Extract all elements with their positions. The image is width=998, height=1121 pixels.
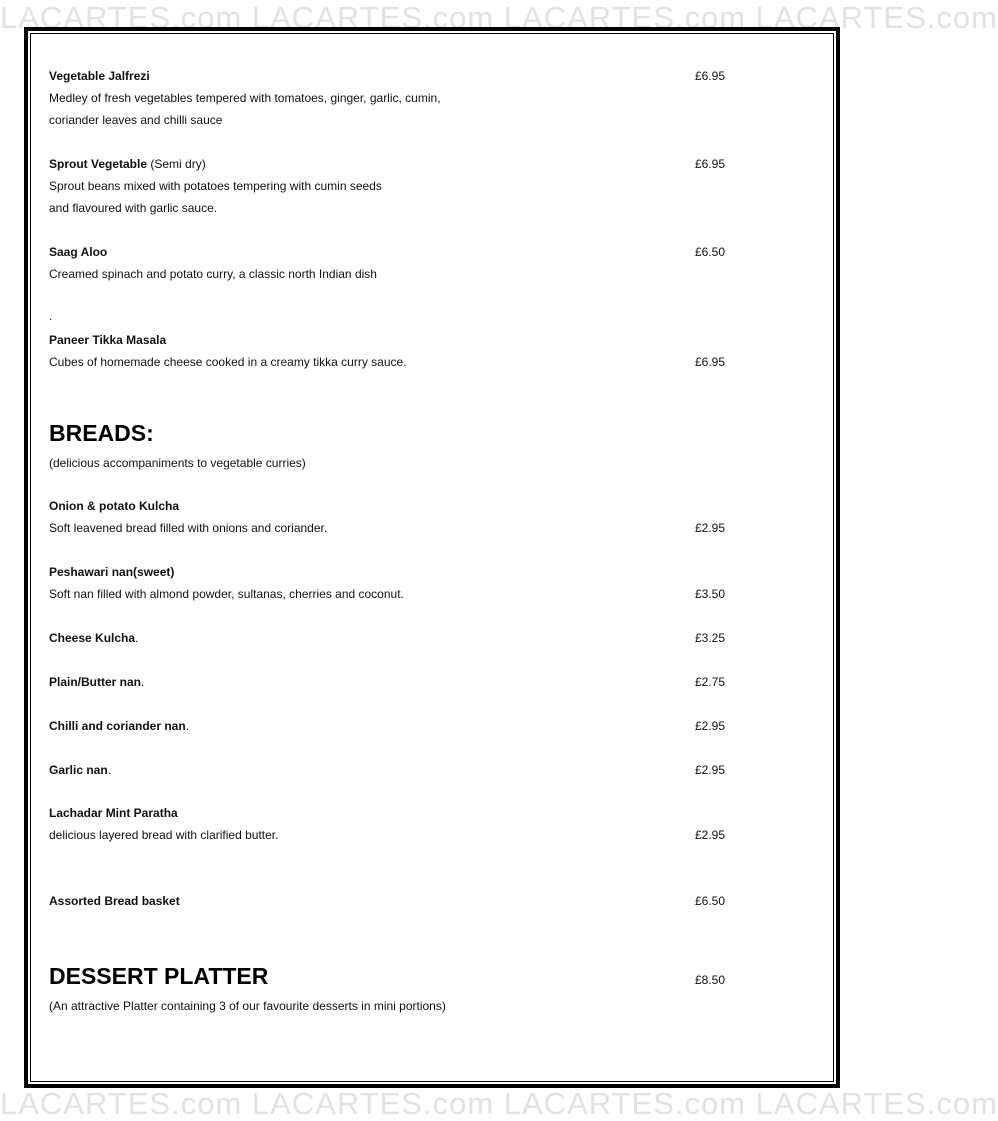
menu-item-description: Soft nan filled with almond powder, sultanas, cherries and coconut. (49, 587, 404, 601)
item-title: Saag Aloo (49, 245, 108, 259)
menu-item-name (49, 156, 206, 172)
menu-item-description: delicious layered bread with clarified butter. (49, 828, 279, 842)
item-title: Chilli and coriander nan (49, 719, 186, 733)
dessert-price: £8.50 (695, 973, 726, 987)
menu-item-description: Medley of fresh vegetables tempered with tomatoes, ginger, garlic, cumin, (49, 91, 441, 105)
menu-item-name: Lachadar Mint Paratha (49, 806, 178, 820)
menu-item-name (49, 674, 144, 690)
menu-item-name: Peshawari nan(sweet) (49, 565, 175, 579)
item-suffix: . (107, 763, 112, 777)
menu-item-name (49, 244, 107, 260)
menu-item-description: Cubes of homemade cheese cooked in a creamy tikka curry sauce. (49, 355, 407, 369)
watermark-top: LACARTES.com LACARTES.com LACARTES.com LACARTES.com (0, 0, 998, 35)
menu-item-name (49, 68, 150, 84)
menu-item-description: and flavoured with garlic sauce. (49, 201, 218, 215)
menu-item-name (49, 762, 111, 778)
item-title: Vegetable Jalfrezi (49, 69, 150, 83)
item-title: Garlic nan (49, 763, 108, 777)
menu-item-description: Sprout beans mixed with potatoes tempering with cumin seeds (49, 179, 382, 193)
menu-item-price: £6.50 (695, 245, 726, 259)
section-subtitle: (delicious accompaniments to vegetable curries) (49, 456, 306, 470)
menu-item-price: £6.95 (695, 355, 726, 369)
menu-item-name: Assorted Bread basket (49, 894, 180, 908)
menu-item-description: Soft leavened bread filled with onions and coriander. (49, 521, 328, 535)
menu-item-price: £6.95 (695, 157, 726, 171)
menu-item-price: £6.50 (695, 894, 726, 908)
menu-item-price: £2.75 (695, 675, 726, 689)
menu-item-price: £2.95 (695, 719, 726, 733)
watermark-bottom: LACARTES.com LACARTES.com LACARTES.com LACARTES.com (0, 1086, 998, 1121)
section-heading-breads: BREADS: (49, 420, 154, 446)
item-title: Cheese Kulcha (49, 631, 136, 645)
dessert-description: (An attractive Platter containing 3 of our favourite desserts in mini portions) (49, 999, 446, 1013)
menu-item-price: £2.95 (695, 521, 726, 535)
item-suffix: . (185, 719, 190, 733)
item-title: Plain/Butter nan (49, 675, 142, 689)
menu-item-price: £2.95 (695, 828, 726, 842)
item-note: (Semi dry) (147, 157, 206, 171)
menu-item-name: Onion & potato Kulcha (49, 499, 179, 513)
menu-item-name (49, 630, 138, 646)
section-heading-dessert: DESSERT PLATTER (49, 963, 269, 989)
item-title: Sprout Vegetable (49, 157, 148, 171)
item-suffix: . (135, 631, 139, 645)
menu-item-name (49, 332, 166, 348)
menu-item-price: £3.50 (695, 587, 726, 601)
menu-item-name (49, 718, 189, 734)
menu-item-price: £6.95 (695, 69, 726, 83)
menu-item-price: £3.25 (695, 631, 726, 645)
item-suffix: . (141, 675, 145, 689)
menu-item-description: coriander leaves and chilli sauce (49, 113, 223, 127)
menu-item-price: £2.95 (695, 763, 726, 777)
item-title: Paneer Tikka Masala (49, 333, 167, 347)
stray-dot: . (49, 309, 53, 323)
menu-item-description: Creamed spinach and potato curry, a classic north Indian dish (49, 267, 377, 281)
